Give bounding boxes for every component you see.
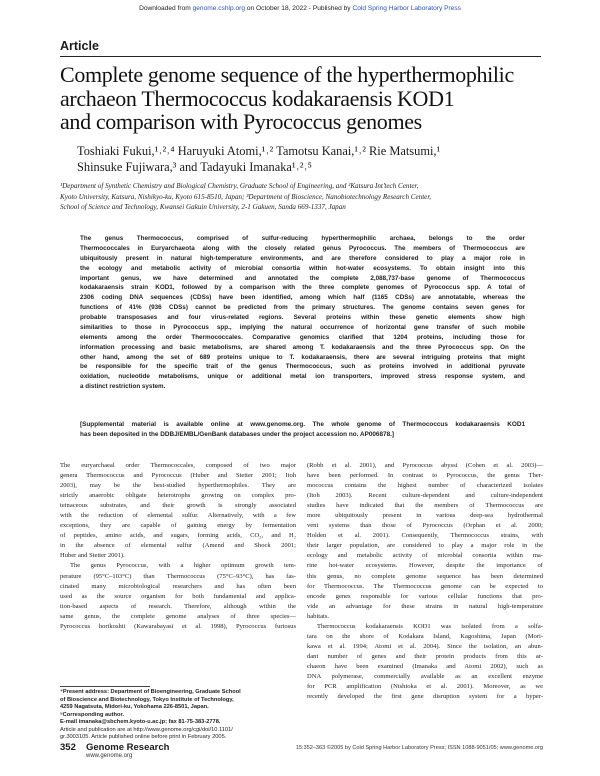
supplemental-note — [80, 420, 525, 440]
body-line: strictly anaerobic obligate heterotrophs growing on complex pro- — [60, 492, 296, 500]
affiliation-line: Kyoto University, Katsura, Nishikyo-ku, Kyoto 615-8510, Japan; ³Department of Bioscience, Nanobiotechnology Research Center, — [60, 192, 432, 201]
body-line: recently developed the first gene disruption system for a hyper- — [307, 693, 543, 701]
abstract-line: 2306 coding DNA sequences (CDSs) have been identified, among which half (1165 CDSs) are annotatable, whereas the — [80, 294, 525, 302]
abstract-line: information processing and basic metabolisms, are shared among T. kodakaraensis and the three Pyrococcus spp. On the — [80, 343, 525, 351]
abstract-line: Thermococcales in Euryarchaeota along with the closely related genus Pyrococcus. The members of Thermococcus are — [80, 244, 525, 252]
body-line: The euryarchaeal order Thermococcales, composed of two major — [60, 462, 296, 469]
header-rule — [60, 56, 541, 57]
footnote-line: of Bioscience and Biotechnology, Tokyo Institute of Technology, — [60, 696, 234, 703]
body-line: Thermococcus kodakaraensis KOD1 was isolated from a solfa- — [317, 622, 543, 630]
title-line: and comparison with Pyrococcus genomes — [60, 109, 422, 134]
body-line: have been performed. In contrast to Pyrococcus, the genus Ther- — [307, 472, 543, 480]
body-line: encode genes responsible for various cellular functions that pro- — [307, 592, 543, 600]
publisher-link[interactable]: Cold Spring Harbor Laboratory Press — [352, 5, 461, 12]
body-line: tara on the shore of Kodakara Island, Kagoshima, Japan (Mori- — [307, 632, 543, 640]
body-line: same genus, the complete genome analyses of three species— — [60, 612, 296, 620]
body-line: exceptions, they are capable of gaining energy by fermentation — [60, 522, 296, 530]
author-line: Shinsuke Fujiwara,³ and Tadayuki Imanaka¹˒²˒⁵ — [77, 159, 312, 174]
footnotes — [60, 689, 296, 742]
body-line: dant number of genes and their protein products from this ar- — [307, 652, 543, 660]
abstract-line: elements among the order Thermococcales. Comparative genomics clarified that 1204 proteins, including those for — [80, 333, 525, 341]
article-title — [60, 63, 550, 134]
page-number: 352 — [60, 742, 76, 753]
body-line: this genus, no complete genome sequence has been determined — [307, 572, 543, 580]
body-line: ecology and metabolic activity of microbial consortia within ma- — [307, 552, 543, 560]
body-line: of peptides, amino acids, and sugars, forming acids, CO₂, and H₂ — [60, 532, 296, 540]
footnote-rule — [60, 686, 150, 687]
footnote-line: ⁴Present address: Department of Bioengineering, Graduate School — [60, 689, 241, 695]
body-line: vide an advantage for these strains in natural high-temperature — [307, 602, 543, 610]
download-banner — [0, 5, 600, 12]
body-line: Huber and Stetter 2001). — [60, 552, 125, 560]
body-line: genera Thermococcus and Pyrococcus (Huber and Stetter 2001; Itoh — [60, 472, 296, 480]
copyright-line: 15:352–363 ©2005 by Cold Spring Harbor Laboratory Press; ISSN 1088-9051/05; www.genome.org — [295, 745, 543, 751]
abstract-line: ubiquitously present in natural high-temperature environments, and are therefore considered to play a major role in — [80, 254, 525, 262]
body-line: habitats. — [307, 612, 329, 620]
affiliations — [60, 181, 545, 213]
body-line: chaeon have been examined (Imanaka and Atomi 2002), such as — [307, 662, 543, 670]
body-line: for Thermococcus. The Thermococcus genome can be expected to — [307, 582, 543, 590]
journal-name: Genome Research — [86, 742, 170, 753]
body-column-right — [307, 461, 543, 702]
supplement-line: [Supplemental material is available online at www.genome.org. The whole genome of Thermococcus kodakaraensis KOD1 — [80, 421, 525, 428]
download-middle: on October 18, 2022 - Published by — [246, 5, 351, 12]
site-link[interactable]: genome.cshlp.org — [192, 5, 246, 12]
body-line: rine hot-water ecosystems. However, despite the importance of — [307, 562, 543, 570]
affiliation-line: ¹Department of Synthetic Chemistry and Biological Chemistry, Graduate School of Engineering, and ²Katsura Int’tech Center, — [60, 182, 419, 190]
body-line: Pyrococcus horikoshii (Kawarabayasi et al. 1998), Pyrococcus furiosus — [60, 622, 296, 630]
footnote-line: ⁵Corresponding author. — [60, 711, 124, 718]
download-prefix: Downloaded from — [139, 5, 191, 12]
body-line: in the absence of elemental sulfur (Amend and Shock 2001; — [60, 542, 296, 550]
supplement-line: has been deposited in the DDBJ/EMBL/GenBank databases under the project accession no. AP006878.] — [80, 431, 395, 438]
footnote-line: gr.3003105. Article published online before print in February 2005. — [60, 734, 227, 740]
body-line: DNA polymerase, commercially available as an excellent enzyme — [307, 672, 543, 680]
author-list — [77, 144, 547, 175]
abstract-line: The genus Thermococcus, comprised of sulfur-reducing hyperthermophilic archaea, belongs to the order — [80, 235, 525, 242]
body-line: Holden et al. 2001). Consequently, Thermococcus strains, with — [307, 532, 543, 540]
footnote-email[interactable]: E-mail imanaka@sbchem.kyoto-u.ac.jp; fax 81-75-383-2778. — [60, 719, 221, 725]
body-line: 2003), may be the best-studied hyperthermophiles. They are — [60, 482, 296, 490]
abstract-line: be responsible for the specific trait of the genus Thermococcus, such as proteins involved in additional pyruvate — [80, 363, 525, 371]
body-line: (Robb et al. 2001), and Pyrococcus abyssi (Cohen et al. 2003)— — [307, 462, 543, 469]
abstract — [80, 234, 525, 392]
body-line: studies have indicated that the members of Thermococcus are — [307, 502, 543, 510]
title-line: archaeon Thermococcus kodakaraensis KOD1 — [60, 85, 455, 111]
abstract-line: important genus, we have determined and annotated the complete 2,088,737-base genome of Thermococcus — [80, 274, 525, 282]
abstract-line: probable transposases and four virus-related regions. Several proteins within these genetic elements show high — [80, 314, 525, 321]
body-line: for PCR amplification (Nishioka et al. 2001). Moreover, as we — [307, 683, 543, 691]
body-line: used as the source organism for both fundamental and applica- — [60, 592, 296, 600]
title-line: Complete genome sequence of the hyperthermophilic — [60, 62, 514, 87]
body-line: more ubiquitously present in various deep-sea hydrothermal — [307, 512, 543, 520]
body-line: kawa et al. 1994; Atomi et al. 2004). Since the isolation, an abun- — [307, 642, 543, 650]
abstract-line: a distinct restriction system. — [80, 383, 166, 391]
body-line: (Itoh 2003). Recent culture-dependent and culture-independent — [307, 492, 543, 500]
journal-website[interactable]: www.genome.org — [86, 753, 133, 759]
body-column-left — [60, 461, 296, 632]
body-line: The genus Pyrococcus, with a higher optimum growth tem- — [70, 562, 296, 570]
body-line: with the reduction of elemental sulfur. Alternatively, with a few — [60, 512, 296, 520]
author-line: Toshiaki Fukui,¹˒²˒⁴ Haruyuki Atomi,¹˒² Tamotsu Kanai,¹˒² Rie Matsumi,¹ — [77, 144, 441, 158]
abstract-line: kodakaraensis strain KOD1, followed by a comparison with the three complete genomes of Pyrococcus spp. A total of — [80, 284, 525, 292]
abstract-line: the ecology and metabolic activity of microbial consortia within hot-water ecosystems. To obtain insight into this — [80, 264, 525, 272]
section-label: Article — [60, 39, 99, 53]
abstract-line: oxidation, nucleotide metabolisms, unique or additional metal ion transporters, improved stress response system, and — [80, 373, 525, 381]
abstract-line: similarities to those in Pyrococcus spp., implying the natural occurrence of horizontal gene transfer of such mobile — [80, 323, 525, 331]
affiliation-line: School of Science and Technology, Kwansei Gakuin University, 2-1 Gakuen, Sanda 669-1337, Japan — [60, 203, 346, 211]
footnote-line: 4259 Nagatsuta, Midori-ku, Yokohama 226-8501, Japan. — [60, 704, 209, 710]
body-line: their larger population, are considered to play a major role in the — [307, 542, 543, 550]
footnote-line: Article and publication are at http://www.genome.org/cgi/doi/10.1101/ — [60, 726, 233, 733]
abstract-line: functions of 41% (936 CDSs) cannot be predicted from the primary structures. The genome contains seven genes for — [80, 304, 525, 312]
body-line: teinaceous substrates, and their growth is strongly associated — [60, 502, 296, 510]
body-line: mococcus contains the highest number of characterized isolates — [307, 482, 543, 490]
body-line: cinated many microbiological researchers and has often been — [60, 582, 296, 590]
body-line: vent systems than those of Pyrococcus (Orphan et al. 2000; — [307, 522, 543, 530]
body-line: tion-based aspects of research. Therefore, although within the — [60, 602, 296, 610]
abstract-line: other hand, among the set of 689 proteins unique to T. kodakaraensis, there are several intriguing proteins that might — [80, 353, 525, 361]
body-line: perature (95°C–103°C) than Thermococcus (75°C–93°C), has fas- — [60, 572, 296, 580]
